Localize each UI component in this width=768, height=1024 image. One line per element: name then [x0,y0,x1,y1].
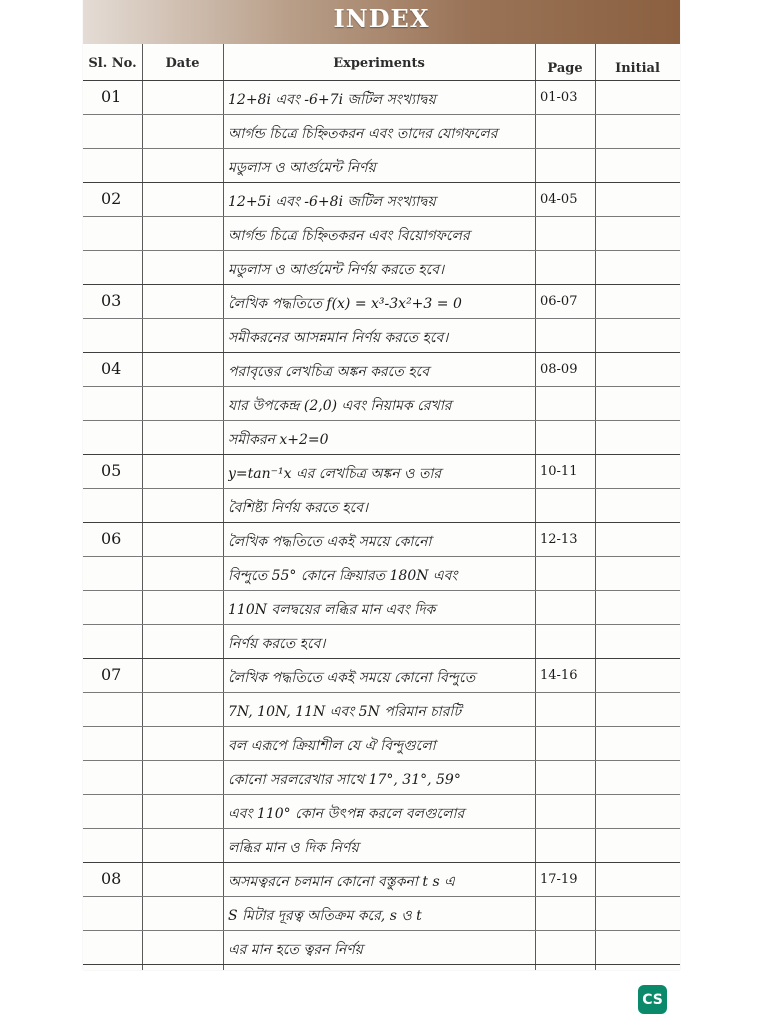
entry-sl-no: 05 [101,461,122,480]
entry-page: 04-05 [540,192,578,207]
experiment-line: সমীকরনের আসন্নমান নির্ণয় করতে হবে। [228,330,449,346]
column-header-page: Page [547,61,583,76]
experiment-line: পরাবৃত্তের লেখচিত্র অঙ্কন করতে হবে [228,364,429,380]
entry-page: 01-03 [540,90,578,105]
column-header-sl-no: Sl. No. [88,56,137,71]
experiment-line: লৈখিক পদ্ধতিতে একই সময়ে কোনো [228,534,432,550]
ruled-line [83,318,680,319]
experiment-line: আর্গন্ড চিত্রে চিহ্নিতকরন এবং বিয়োগফলের [228,228,470,244]
column-header-initial: Initial [615,61,660,76]
entry-sl-no: 02 [101,189,122,208]
entry-page: 06-07 [540,294,578,309]
ruled-line [83,420,680,421]
entry-sl-no: 01 [101,87,122,106]
experiment-line: y=tan⁻¹x এর লেখচিত্র অঙ্কন ও তার [228,466,442,482]
experiment-line: এর মান হতে ত্বরন নির্ণয় [228,942,363,958]
experiment-line: লৈখিক পদ্ধতিতে f(x) = x³-3x²+3 = 0 [228,296,462,312]
ruled-line [83,148,680,149]
experiment-line: বিন্দুতে 55° কোনে ক্রিয়ারত 180N এবং [228,568,458,584]
entry-sl-no: 07 [101,665,122,684]
ruled-line [83,216,680,217]
entry-page: 12-13 [540,532,578,547]
entry-page: 17-19 [540,872,578,887]
entry-sl-no: 06 [101,529,122,548]
ruled-line [83,760,680,761]
camscanner-logo: CS [638,985,667,1014]
entry-page: 08-09 [540,362,578,377]
entry-rule [83,454,680,455]
ruled-line [83,794,680,795]
entry-sl-no: 04 [101,359,122,378]
experiment-line: 110N বলদ্বয়ের লব্ধির মান এবং দিক [228,602,436,618]
ruled-line [83,590,680,591]
entry-page: 10-11 [540,464,578,479]
ruled-line [83,386,680,387]
entry-rule [83,862,680,863]
experiment-line: 12+8i এবং -6+7i জটিল সংখ্যাদ্বয় [228,92,436,108]
entry-rule [83,964,680,965]
experiment-line: 7N, 10N, 11N এবং 5N পরিমান চারটি [228,704,462,720]
page-title: INDEX [333,4,430,33]
experiment-line: কোনো সরলরেখার সাথে 17°, 31°, 59° [228,772,461,788]
ruled-line [83,488,680,489]
index-page [83,0,680,970]
ruled-line [83,114,680,115]
experiment-line: মডুলাস ও আর্গুমেন্ট নির্ণয় [228,160,376,176]
column-header-experiments: Experiments [333,56,425,71]
experiment-line: বৈশিষ্ট্য নির্ণয় করতে হবে। [228,500,369,516]
entry-rule [83,658,680,659]
experiment-line: লব্ধির মান ও দিক নির্ণয় [228,840,359,856]
entry-sl-no: 03 [101,291,122,310]
ruled-line [83,930,680,931]
experiment-line: লৈখিক পদ্ধতিতে একই সময়ে কোনো বিন্দুতে [228,670,476,686]
header-rule [83,80,680,81]
entry-rule [83,182,680,183]
entry-page: 14-16 [540,668,578,683]
ruled-line [83,726,680,727]
experiment-line: আর্গন্ড চিত্রে চিহ্নিতকরন এবং তাদের যোগফলের [228,126,498,142]
ruled-line [83,828,680,829]
entry-rule [83,522,680,523]
experiment-line: এবং 110° কোন উৎপন্ন করলে বলগুলোর [228,806,465,822]
ruled-line [83,250,680,251]
column-header-date: Date [165,56,200,71]
experiment-line: নির্ণয় করতে হবে। [228,636,326,652]
entry-rule [83,284,680,285]
experiment-line: S মিটার দূরত্ব অতিক্রম করে, s ও t [228,908,422,924]
experiment-line: অসমত্বরনে চলমান কোনো বস্তুকনা t s এ [228,874,455,890]
ruled-line [83,556,680,557]
experiment-line: মডুলাস ও আর্গুমেন্ট নির্ণয় করতে হবে। [228,262,445,278]
ruled-line [83,624,680,625]
experiment-line: যার উপকেন্দ্র (2,0) এবং নিয়ামক রেখার [228,398,452,414]
experiment-line: বল এরূপে ক্রিয়াশীল যে ঐ বিন্দুগুলো [228,738,436,754]
ruled-line [83,692,680,693]
entry-rule [83,352,680,353]
experiment-line: সমীকরন x+2=0 [228,432,329,448]
experiment-line: 12+5i এবং -6+8i জটিল সংখ্যাদ্বয় [228,194,436,210]
entry-sl-no: 08 [101,869,122,888]
ruled-line [83,896,680,897]
